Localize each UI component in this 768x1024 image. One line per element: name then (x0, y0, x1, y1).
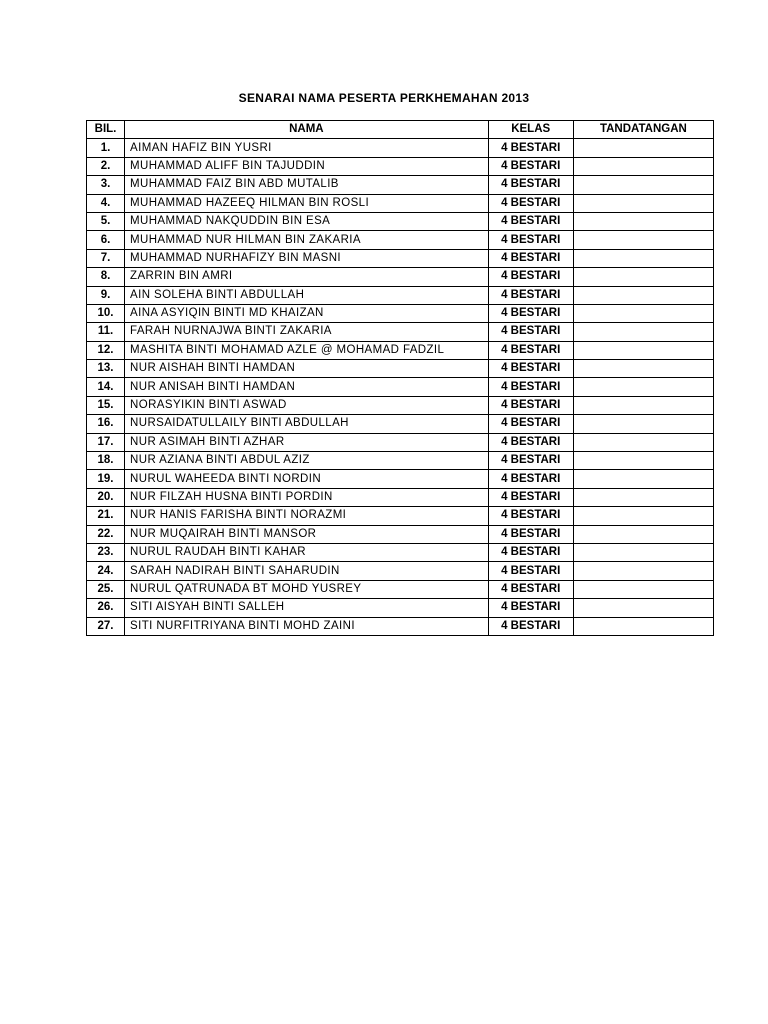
signature-cell (573, 360, 713, 378)
signature-cell (573, 304, 713, 322)
participant-class: 4 BESTARI (488, 543, 573, 561)
table-row (87, 360, 714, 378)
row-number: 10. (87, 304, 125, 322)
row-number: 6. (87, 231, 125, 249)
participant-name: NURUL WAHEEDA BINTI NORDIN (125, 470, 489, 488)
signature-cell (573, 415, 713, 433)
row-number: 1. (87, 139, 125, 157)
row-number: 15. (87, 396, 125, 414)
table-row (87, 543, 714, 561)
table-row (87, 617, 714, 635)
participant-class: 4 BESTARI (488, 470, 573, 488)
participant-class: 4 BESTARI (488, 562, 573, 580)
participant-name: NUR MUQAIRAH BINTI MANSOR (125, 525, 489, 543)
row-number: 14. (87, 378, 125, 396)
table-row (87, 378, 714, 396)
participant-name: SARAH NADIRAH BINTI SAHARUDIN (125, 562, 489, 580)
participant-name: NUR AISHAH BINTI HAMDAN (125, 360, 489, 378)
participant-name: NUR ANISAH BINTI HAMDAN (125, 378, 489, 396)
row-number: 12. (87, 341, 125, 359)
participant-class: 4 BESTARI (488, 323, 573, 341)
table-row (87, 286, 714, 304)
header-kelas: KELAS (488, 121, 573, 139)
signature-cell (573, 323, 713, 341)
signature-cell (573, 378, 713, 396)
participant-name: MUHAMMAD NAKQUDDIN BIN ESA (125, 212, 489, 230)
table-row (87, 304, 714, 322)
participant-name: MASHITA BINTI MOHAMAD AZLE @ MOHAMAD FADZIL (125, 341, 489, 359)
participant-name: NURUL QATRUNADA BT MOHD YUSREY (125, 580, 489, 598)
row-number: 17. (87, 433, 125, 451)
participant-class: 4 BESTARI (488, 341, 573, 359)
row-number: 16. (87, 415, 125, 433)
participant-name: MUHAMMAD FAIZ BIN ABD MUTALIB (125, 176, 489, 194)
participant-class: 4 BESTARI (488, 617, 573, 635)
table-row (87, 323, 714, 341)
signature-cell (573, 249, 713, 267)
row-number: 21. (87, 507, 125, 525)
signature-cell (573, 341, 713, 359)
signature-cell (573, 507, 713, 525)
participant-class: 4 BESTARI (488, 452, 573, 470)
row-number: 19. (87, 470, 125, 488)
table-header (87, 121, 714, 139)
participant-class: 4 BESTARI (488, 194, 573, 212)
table-row (87, 341, 714, 359)
header-tandatangan: TANDATANGAN (573, 121, 713, 139)
table-row (87, 157, 714, 175)
row-number: 23. (87, 543, 125, 561)
signature-cell (573, 580, 713, 598)
row-number: 24. (87, 562, 125, 580)
row-number: 11. (87, 323, 125, 341)
table-row (87, 433, 714, 451)
document-title: SENARAI NAMA PESERTA PERKHEMAHAN 2013 (238, 91, 530, 105)
table-row (87, 599, 714, 617)
row-number: 8. (87, 268, 125, 286)
row-number: 22. (87, 525, 125, 543)
participant-name: AINA ASYIQIN BINTI MD KHAIZAN (125, 304, 489, 322)
signature-cell (573, 396, 713, 414)
table-row (87, 212, 714, 230)
table-row (87, 249, 714, 267)
signature-cell (573, 212, 713, 230)
participant-class: 4 BESTARI (488, 525, 573, 543)
participant-name: SITI AISYAH BINTI SALLEH (125, 599, 489, 617)
header-row (87, 121, 714, 139)
signature-cell (573, 617, 713, 635)
participant-name: NORASYIKIN BINTI ASWAD (125, 396, 489, 414)
participant-class: 4 BESTARI (488, 176, 573, 194)
participant-name: NUR AZIANA BINTI ABDUL AZIZ (125, 452, 489, 470)
signature-cell (573, 452, 713, 470)
header-bil: BIL. (87, 121, 125, 139)
row-number: 2. (87, 157, 125, 175)
signature-cell (573, 562, 713, 580)
participant-class: 4 BESTARI (488, 360, 573, 378)
table-row (87, 139, 714, 157)
row-number: 13. (87, 360, 125, 378)
participant-class: 4 BESTARI (488, 157, 573, 175)
participant-class: 4 BESTARI (488, 396, 573, 414)
participant-class: 4 BESTARI (488, 599, 573, 617)
table-row (87, 268, 714, 286)
participant-class: 4 BESTARI (488, 304, 573, 322)
participant-name: NUR FILZAH HUSNA BINTI PORDIN (125, 488, 489, 506)
table-row (87, 452, 714, 470)
participant-class: 4 BESTARI (488, 378, 573, 396)
participant-name: AIMAN HAFIZ BIN YUSRI (125, 139, 489, 157)
signature-cell (573, 268, 713, 286)
participant-name: MUHAMMAD NUR HILMAN BIN ZAKARIA (125, 231, 489, 249)
participant-class: 4 BESTARI (488, 415, 573, 433)
signature-cell (573, 543, 713, 561)
signature-cell (573, 599, 713, 617)
signature-cell (573, 139, 713, 157)
participant-class: 4 BESTARI (488, 268, 573, 286)
participant-name: SITI NURFITRIYANA BINTI MOHD ZAINI (125, 617, 489, 635)
participant-name: NURSAIDATULLAILY BINTI ABDULLAH (125, 415, 489, 433)
signature-cell (573, 525, 713, 543)
signature-cell (573, 286, 713, 304)
table-row (87, 415, 714, 433)
participant-class: 4 BESTARI (488, 580, 573, 598)
header-nama: NAMA (125, 121, 489, 139)
participant-class: 4 BESTARI (488, 507, 573, 525)
signature-cell (573, 470, 713, 488)
table-row (87, 525, 714, 543)
participant-name: ZARRIN BIN AMRI (125, 268, 489, 286)
table-row (87, 507, 714, 525)
participant-table (86, 120, 714, 636)
participant-class: 4 BESTARI (488, 433, 573, 451)
participant-name: AIN SOLEHA BINTI ABDULLAH (125, 286, 489, 304)
table-row (87, 176, 714, 194)
table-row (87, 470, 714, 488)
participant-name: MUHAMMAD HAZEEQ HILMAN BIN ROSLI (125, 194, 489, 212)
table-row (87, 194, 714, 212)
participant-name: MUHAMMAD NURHAFIZY BIN MASNI (125, 249, 489, 267)
participant-class: 4 BESTARI (488, 139, 573, 157)
participant-name: NUR HANIS FARISHA BINTI NORAZMI (125, 507, 489, 525)
table-body (87, 139, 714, 636)
row-number: 20. (87, 488, 125, 506)
row-number: 18. (87, 452, 125, 470)
signature-cell (573, 176, 713, 194)
table-row (87, 396, 714, 414)
participant-class: 4 BESTARI (488, 212, 573, 230)
row-number: 4. (87, 194, 125, 212)
row-number: 3. (87, 176, 125, 194)
participant-name: MUHAMMAD ALIFF BIN TAJUDDIN (125, 157, 489, 175)
signature-cell (573, 194, 713, 212)
row-number: 5. (87, 212, 125, 230)
participant-name: NUR ASIMAH BINTI AZHAR (125, 433, 489, 451)
table-row (87, 488, 714, 506)
signature-cell (573, 231, 713, 249)
table-row (87, 231, 714, 249)
signature-cell (573, 488, 713, 506)
participant-class: 4 BESTARI (488, 231, 573, 249)
participant-class: 4 BESTARI (488, 286, 573, 304)
participant-class: 4 BESTARI (488, 249, 573, 267)
row-number: 9. (87, 286, 125, 304)
participant-class: 4 BESTARI (488, 488, 573, 506)
table-row (87, 562, 714, 580)
signature-cell (573, 433, 713, 451)
table-row (87, 580, 714, 598)
row-number: 25. (87, 580, 125, 598)
row-number: 27. (87, 617, 125, 635)
signature-cell (573, 157, 713, 175)
participant-name: FARAH NURNAJWA BINTI ZAKARIA (125, 323, 489, 341)
row-number: 7. (87, 249, 125, 267)
participant-name: NURUL RAUDAH BINTI KAHAR (125, 543, 489, 561)
row-number: 26. (87, 599, 125, 617)
